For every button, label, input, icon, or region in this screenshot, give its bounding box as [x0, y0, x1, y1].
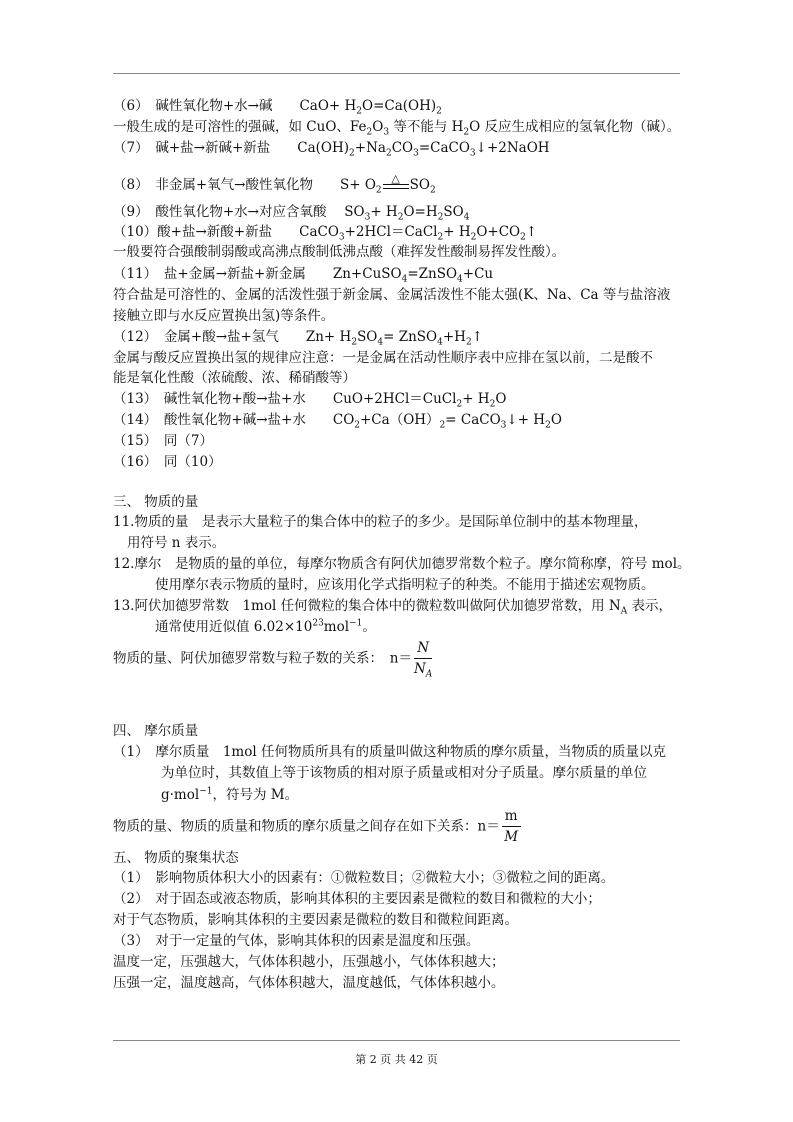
state-item-3-temp: 温度一定，压强越大，气体体积越小，压强越小，气体体积越大；	[113, 954, 505, 970]
numerator: N	[414, 638, 432, 659]
reaction-11: （11） 盐+金属→新盐+新金属 Zn+CuSO$_4$=ZnSO$_4$+Cu	[113, 266, 494, 285]
reaction-13: （13） 碱性氧化物+酸→盐+水 CuO+2HCl＝CuCl$_2$+ $H_2O$	[113, 391, 507, 410]
reaction-16: （16） 同（10）	[113, 454, 222, 470]
reaction-9: （9） 酸性氧化物+水→对应含氧酸 $SO_3+ H_2O=H_2SO_4$	[113, 204, 470, 223]
note-12-line1: 金属与酸反应置换出氢的规律应注意：一是金属在活动性顺序表中应排在氢以前，二是酸不	[113, 350, 653, 366]
reaction-8-right: $SO_2$	[409, 177, 436, 196]
note-10: 一般要符合强酸制弱酸或高沸点酸制低沸点酸（难挥发性酸制易挥发性酸）。	[113, 244, 566, 260]
state-item-2: （2） 对于固态或液态物质，影响其体积的主要因素是微粒的数目和微粒的大小；	[113, 891, 601, 907]
note-11-line2: 接触立即与水反应置换出氢)等条件。	[113, 308, 335, 324]
item-11-line2: 用符号 n 表示。	[127, 535, 226, 551]
relation-n-m-M	[113, 806, 521, 847]
reaction-10: （10）酸+盐→新酸+新盐 CaCO$_3$+2HCl＝CaCl$_2$+ $H_2O+CO_2↑$	[113, 224, 538, 243]
reaction-8-left: （8） 非金属+氧气→酸性氧化物 $S+ O_2$	[113, 177, 382, 196]
footer-rule	[113, 1040, 680, 1041]
relation-text: 物质的量、物质的质量和物质的摩尔质量之间存在如下关系：n＝	[113, 818, 500, 835]
molar-mass-line3: g·mol$^{-1}$，符号为 M。	[161, 786, 299, 803]
note-6: 一般生成的是可溶性的强碱，如 CuO、$Fe_2O_3$ 等不能与 $H_2O$ 反应生成相应的氢氧化物（碱）。	[113, 119, 681, 138]
molar-mass-line1: （1） 摩尔质量 1mol 任何物质所具有的质量叫做这种物质的摩尔质量，当物质的质量以克	[113, 744, 666, 760]
reaction-14: （14） 酸性氧化物+碱→盐+水 $CO_2+Ca(OH)_2=$ CaCO$_3$↓+ $H_2O$	[113, 412, 562, 431]
fraction-N-over-NA	[414, 638, 432, 679]
item-12-line2: 使用摩尔表示物质的量时，应该用化学式指明粒子的种类。不能用于描述宏观物质。	[155, 577, 655, 593]
relation-n-NA	[113, 638, 432, 679]
reaction-6: （6） 碱性氧化物+水→碱 $CaO+ H_2O=Ca(OH)_2$	[113, 98, 442, 117]
denominator: $N_A$	[413, 661, 433, 680]
denominator: M	[504, 829, 519, 845]
reaction-12: （12） 金属+酸→盐+氢气 $Zn+ H_2SO_4=$ $ZnSO_4+H_2↑$	[113, 329, 483, 348]
fraction-m-over-M	[502, 806, 521, 847]
item-12-line1: 12.摩尔 是物质的量的单位，每摩尔物质含有阿伏加德罗常数个粒子。摩尔简称摩，符号 mol。	[113, 556, 691, 572]
note-11-line1: 符合盐是可溶性的、金属的活泼性强于新金属、金属活泼性不能太强(K、Na、Ca 等与盐溶液	[113, 287, 671, 303]
state-item-3: （3） 对于一定量的气体，影响其体积的因素是温度和压强。	[113, 933, 480, 949]
section-3-heading: 三、 物质的量	[113, 494, 199, 510]
item-13-line1: 13.阿伏加德罗常数 1mol 任何微粒的集合体中的微粒数叫做阿伏加德罗常数，用 $N_A$ 表示，	[113, 598, 672, 617]
relation-text: 物质的量、阿伏加德罗常数与粒子数的关系： n＝	[113, 650, 412, 667]
reaction-7: （7） 碱+盐→新碱+新盐 $Ca(OH)_2+Na_2CO_3=CaCO_3↓+2NaOH$	[113, 140, 550, 159]
section-4-heading: 四、 摩尔质量	[113, 723, 199, 739]
state-item-3-pressure: 压强一定，温度越高，气体体积越大，温度越低，气体体积越小。	[113, 975, 505, 991]
numerator: m	[502, 806, 521, 827]
item-13-line2: 通常使用近似值 $6.02\times 10^{23}mol^{-1}$。	[155, 618, 376, 635]
state-item-1: （1） 影响物质体积大小的因素有：①微粒数目；②微粒大小；③微粒之间的距离。	[113, 870, 615, 886]
state-item-2-note: 对于气态物质，影响其体积的主要因素是微粒的数目和微粒间距离。	[113, 912, 518, 928]
header-rule	[113, 73, 680, 74]
page-number: 第 2 页 共 42 页	[355, 1053, 438, 1066]
heat-triangle-icon: △	[391, 172, 400, 185]
note-12-line2: 能是氧化性酸（浓硫酸、浓、稀硝酸等）	[113, 370, 356, 386]
section-5-heading: 五、 物质的聚集状态	[113, 850, 239, 866]
molar-mass-line2: 为单位时，其数值上等于该物质的相对原子质量或相对分子质量。摩尔质量的单位	[161, 765, 647, 781]
reaction-8	[113, 174, 436, 194]
item-11-line1: 11.物质的量 是表示大量粒子的集合体中的粒子的多少。是国际单位制中的基本物理量，	[113, 514, 648, 530]
reaction-15: （15） 同（7）	[113, 433, 214, 449]
heating-sign	[383, 174, 409, 194]
